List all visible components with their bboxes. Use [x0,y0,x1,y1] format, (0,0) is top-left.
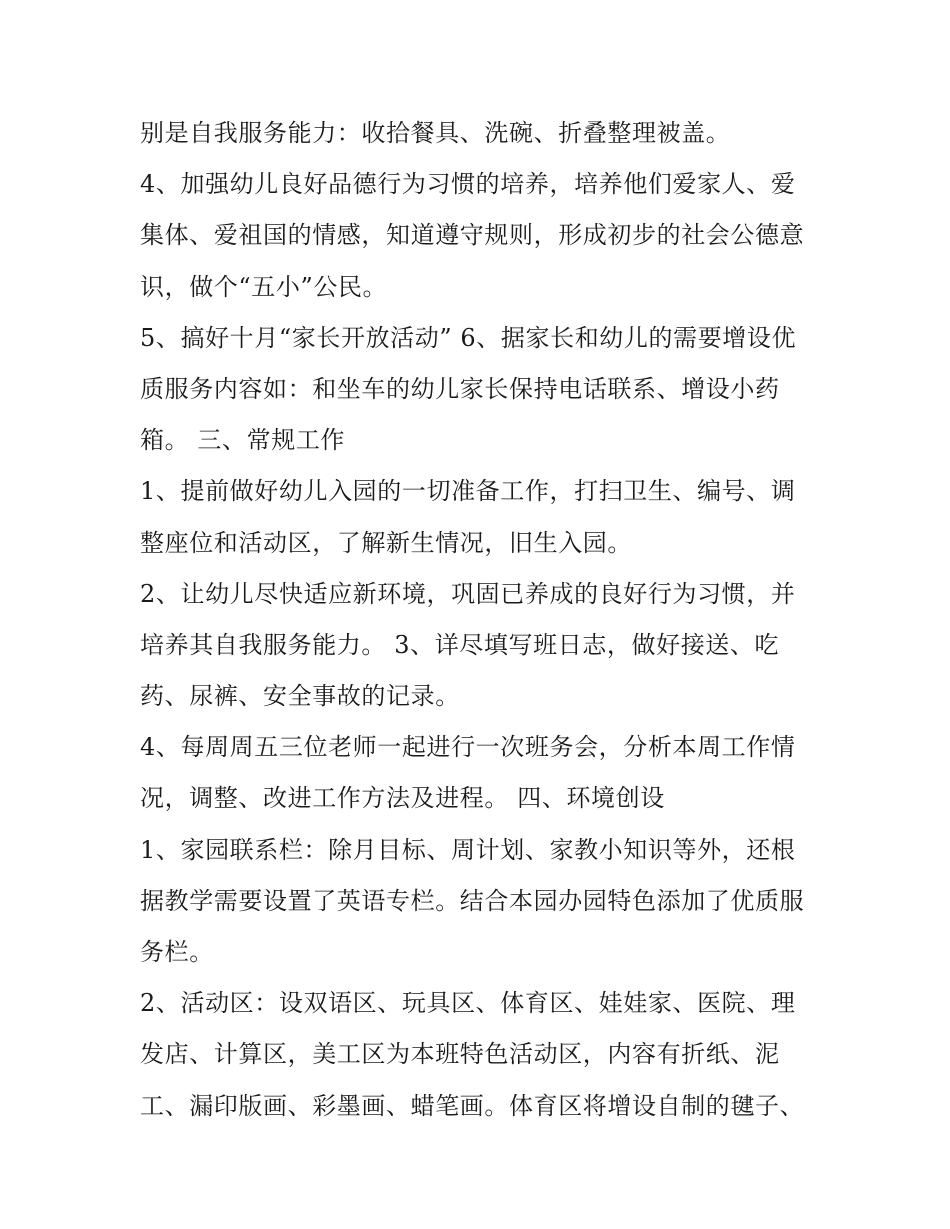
text-line: 4、每周周五三位老师一起进行一次班务会，分析本周工作情 [140,733,796,762]
text-line: 药、尿裤、安全事故的记录。 [140,682,460,711]
text-line: 2、活动区：设双语区、玩具区、体育区、娃娃家、医院、理 [140,989,796,1018]
text-line: 箱。 三、常规工作 [140,426,346,455]
text-line: 1、家园联系栏：除月目标、周计划、家教小知识等外，还根 [140,835,796,864]
text-line: 集体、爱祖国的情感，知道遵守规则，形成初步的社会公德意 [140,221,805,250]
text-line: 据教学需要设置了英语专栏。结合本园办园特色添加了优质服 [140,886,805,915]
text-line: 识，做个“五小”公民。 [140,272,388,301]
text-line: 整座位和活动区，了解新生情况，旧生入园。 [140,528,632,557]
text-line: 4、加强幼儿良好品德行为习惯的培养，培养他们爱家人、爱 [140,170,796,199]
text-line: 务栏。 [140,938,214,966]
text-line: 别是自我服务能力：收拾餐具、洗碗、折叠整理被盖。 [140,119,731,147]
text-line: 5、搞好十月“家长开放活动” 6、据家长和幼儿的需要增设优 [140,323,797,352]
text-line: 培养其自我服务能力。 3、详尽填写班日志，做好接送、吃 [140,630,780,659]
text-line: 1、提前做好幼儿入园的一切准备工作，打扫卫生、编号、调 [140,477,796,506]
text-line: 质服务内容如：和坐车的幼儿家长保持电话联系、增设小药 [140,374,780,403]
text-line: 况，调整、改进工作方法及进程。 四、环境创设 [140,784,665,813]
text-line: 发店、计算区，美工区为本班特色活动区，内容有折纸、泥 [140,1040,780,1069]
text-line: 2、让幼儿尽快适应新环境，巩固已养成的良好行为习惯，并 [140,579,796,608]
document-body [140,108,830,1132]
text-line: 工、漏印版画、彩墨画、蜡笔画。体育区将增设自制的毽子、 [140,1091,805,1120]
